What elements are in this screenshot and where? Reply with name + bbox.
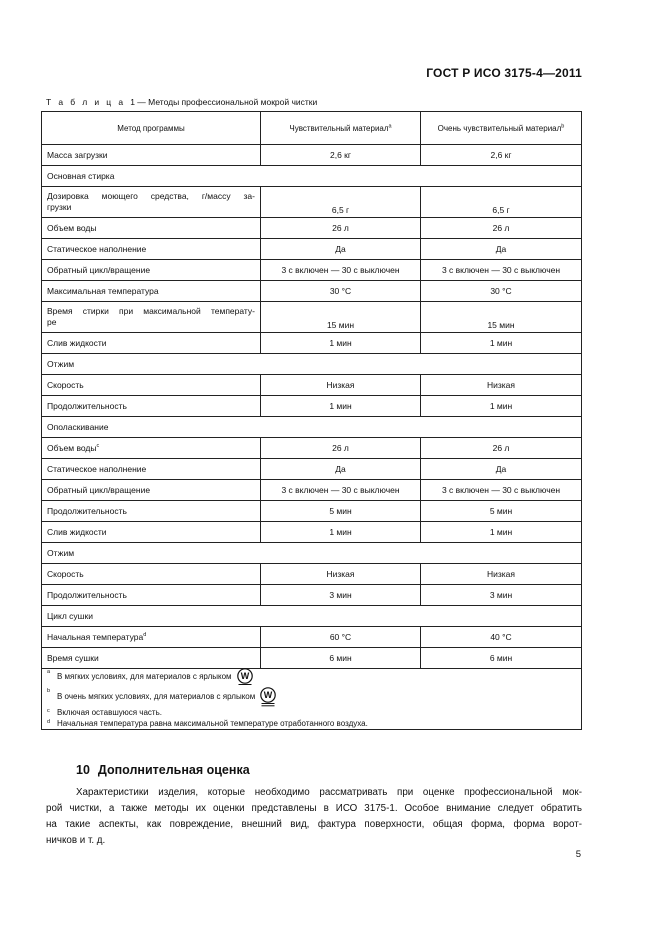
table-caption-text: 1 — Методы профессиональной мокрой чистки: [130, 97, 318, 107]
value-sensitive: 6,5 г: [261, 187, 421, 218]
row-label-text: Время сушки: [47, 653, 99, 663]
value-very-sensitive: 3 с включен — 30 с выключен: [421, 480, 582, 501]
table-row: [42, 396, 582, 417]
value-sensitive: 30 °С: [261, 281, 421, 302]
value-very-sensitive: 40 °С: [421, 627, 582, 648]
row-label-text: Статическое наполнение: [47, 464, 147, 474]
row-label: [42, 239, 261, 260]
value-very-sensitive: 6,5 г: [421, 187, 582, 218]
row-label: [42, 480, 261, 501]
value-very-sensitive: 3 с включен — 30 с выключен: [421, 260, 582, 281]
table-row: [42, 302, 582, 333]
table-row: [42, 648, 582, 669]
table-row: [42, 145, 582, 166]
column-note-b: b: [561, 122, 565, 129]
section-label: Отжим: [42, 354, 582, 375]
paragraph-line: ничков и т. д.: [46, 835, 106, 846]
svg-text:W: W: [263, 690, 273, 700]
value-sensitive: 1 мин: [261, 333, 421, 354]
row-label: [42, 396, 261, 417]
row-label: [42, 375, 261, 396]
wet-clean-very-gentle-icon: [258, 687, 278, 707]
row-label: [42, 187, 261, 218]
footnote-a: a В мягких условиях, для материалов с ярлыком W: [47, 668, 576, 686]
value-very-sensitive: 6 мин: [421, 648, 582, 669]
value-sensitive: 3 с включен — 30 с выключен: [261, 480, 421, 501]
value-very-sensitive: 1 мин: [421, 522, 582, 543]
value-sensitive: 6 мин: [261, 648, 421, 669]
row-label-line: грузки: [47, 202, 72, 212]
row-label-text: Начальная температура: [47, 632, 144, 642]
value-very-sensitive: Да: [421, 239, 582, 260]
table-row: [42, 522, 582, 543]
value-very-sensitive: 2,6 кг: [421, 145, 582, 166]
row-label-text: Скорость: [47, 380, 84, 390]
table-section-row: [42, 417, 582, 438]
row-label-text: Продолжительность: [47, 401, 127, 411]
section-label: Отжим: [42, 543, 582, 564]
row-label: [42, 281, 261, 302]
table-row: [42, 281, 582, 302]
row-label: [42, 260, 261, 281]
row-label-text: Масса загрузки: [47, 150, 108, 160]
row-label: [42, 585, 261, 606]
section-heading: [76, 763, 250, 777]
row-footnote-mark: d: [143, 632, 147, 639]
row-label-text: Продолжительность: [47, 590, 127, 600]
table-row: [42, 187, 582, 218]
column-header-very-sensitive: Очень чувствительный материал$^b$: [421, 112, 582, 145]
row-label-text: Слив жидкости: [47, 338, 107, 348]
value-very-sensitive: Низкая: [421, 564, 582, 585]
value-sensitive: Да: [261, 239, 421, 260]
value-very-sensitive: 30 °С: [421, 281, 582, 302]
row-label-line: Дозировка моющего средства, г/массу за-: [47, 191, 255, 201]
row-label-text: Объем воды: [47, 223, 97, 233]
row-label: [42, 501, 261, 522]
section-number: 10: [76, 763, 90, 777]
row-label: [42, 564, 261, 585]
value-sensitive: 2,6 кг: [261, 145, 421, 166]
value-very-sensitive: 26 л: [421, 218, 582, 239]
value-sensitive: 26 л: [261, 438, 421, 459]
value-sensitive: Низкая: [261, 375, 421, 396]
svg-text:W: W: [240, 671, 249, 681]
table-header-row: [42, 112, 582, 145]
value-very-sensitive: 15 мин: [421, 302, 582, 333]
section-title: Дополнительная оценка: [97, 763, 250, 777]
row-label: [42, 648, 261, 669]
value-very-sensitive: Да: [421, 459, 582, 480]
table-section-row: [42, 166, 582, 187]
table-row: [42, 501, 582, 522]
table-section-row: [42, 354, 582, 375]
row-label-line: ре: [47, 317, 57, 327]
value-sensitive: 26 л: [261, 218, 421, 239]
value-very-sensitive: 1 мин: [421, 333, 582, 354]
value-sensitive: 3 с включен — 30 с выключен: [261, 260, 421, 281]
table-row: [42, 375, 582, 396]
column-header-sensitive: Чувствительный материал$^a$: [261, 112, 421, 145]
value-sensitive: 60 °С: [261, 627, 421, 648]
value-very-sensitive: 26 л: [421, 438, 582, 459]
value-sensitive: 5 мин: [261, 501, 421, 522]
table-body: [42, 145, 582, 669]
table-caption-prefix: Т а б л и ц а: [46, 97, 126, 107]
value-sensitive: Низкая: [261, 564, 421, 585]
value-very-sensitive: 3 мин: [421, 585, 582, 606]
row-label: [42, 459, 261, 480]
table-footnotes: [42, 669, 582, 730]
row-label-line: Время стирки при максимальной температу-: [47, 306, 255, 316]
value-sensitive: 15 мин: [261, 302, 421, 333]
value-sensitive: 1 мин: [261, 396, 421, 417]
table-row: [42, 260, 582, 281]
wet-clean-gentle-icon: [235, 668, 255, 686]
row-label-text: Обратный цикл/вращение: [47, 265, 151, 275]
document-standard-header: ГОСТ Р ИСО 3175-4—2011: [426, 66, 582, 80]
table-section-row: [42, 543, 582, 564]
value-sensitive: 1 мин: [261, 522, 421, 543]
footnote-b: b В очень мягких условиях, для материалов с ярлыком W: [47, 687, 576, 707]
row-footnote-mark: c: [96, 443, 100, 450]
table-row: [42, 218, 582, 239]
table-footnotes-row: [42, 669, 582, 730]
row-label: [42, 333, 261, 354]
table-row: [42, 627, 582, 648]
section-label: Цикл сушки: [42, 606, 582, 627]
table-row: [42, 585, 582, 606]
page-number: 5: [575, 849, 581, 860]
column-header-method: Метод программы: [42, 112, 261, 145]
row-label-text: Продолжительность: [47, 506, 127, 516]
value-very-sensitive: Низкая: [421, 375, 582, 396]
footnote-c: c Включая оставшуюся часть.: [47, 708, 162, 717]
row-label: [42, 302, 261, 333]
row-label-text: Объем воды: [47, 443, 97, 453]
value-very-sensitive: 5 мин: [421, 501, 582, 522]
row-label: [42, 522, 261, 543]
row-label-text: Максимальная температура: [47, 286, 159, 296]
table-row: [42, 239, 582, 260]
paragraph-line: Характеристики изделия, которые необходимо рассматривать при оценке профессиональной мок-: [76, 787, 582, 798]
table-row: [42, 438, 582, 459]
row-label: [42, 438, 261, 459]
table-row: [42, 333, 582, 354]
row-label: [42, 627, 261, 648]
row-label-text: Слив жидкости: [47, 527, 107, 537]
row-label-text: Статическое наполнение: [47, 244, 147, 254]
table-row: [42, 564, 582, 585]
section-label: Ополаскивание: [42, 417, 582, 438]
value-sensitive: 3 мин: [261, 585, 421, 606]
paragraph-line: на такие аспекты, как повреждение, внешний вид, фактура поверхности, общая форма, форма ворот-: [46, 819, 582, 830]
row-label: [42, 145, 261, 166]
section-label: Основная стирка: [42, 166, 582, 187]
wet-cleaning-methods-table: [41, 111, 582, 730]
row-label: [42, 218, 261, 239]
section-paragraph: [46, 785, 582, 849]
table-section-row: [42, 606, 582, 627]
table-caption: [46, 97, 317, 107]
value-sensitive: Да: [261, 459, 421, 480]
paragraph-line: рой чистки, а также методы их оценки представлены в ИСО 3175-1. Особое внимание следует обратить: [46, 803, 582, 814]
table-row: [42, 459, 582, 480]
row-label-text: Обратный цикл/вращение: [47, 485, 151, 495]
row-label-text: Скорость: [47, 569, 84, 579]
column-note-a: a: [388, 122, 392, 129]
value-very-sensitive: 1 мин: [421, 396, 582, 417]
footnote-d: d Начальная температура равна максимальной температуре отработанного воздуха.: [47, 719, 368, 728]
table-row: [42, 480, 582, 501]
